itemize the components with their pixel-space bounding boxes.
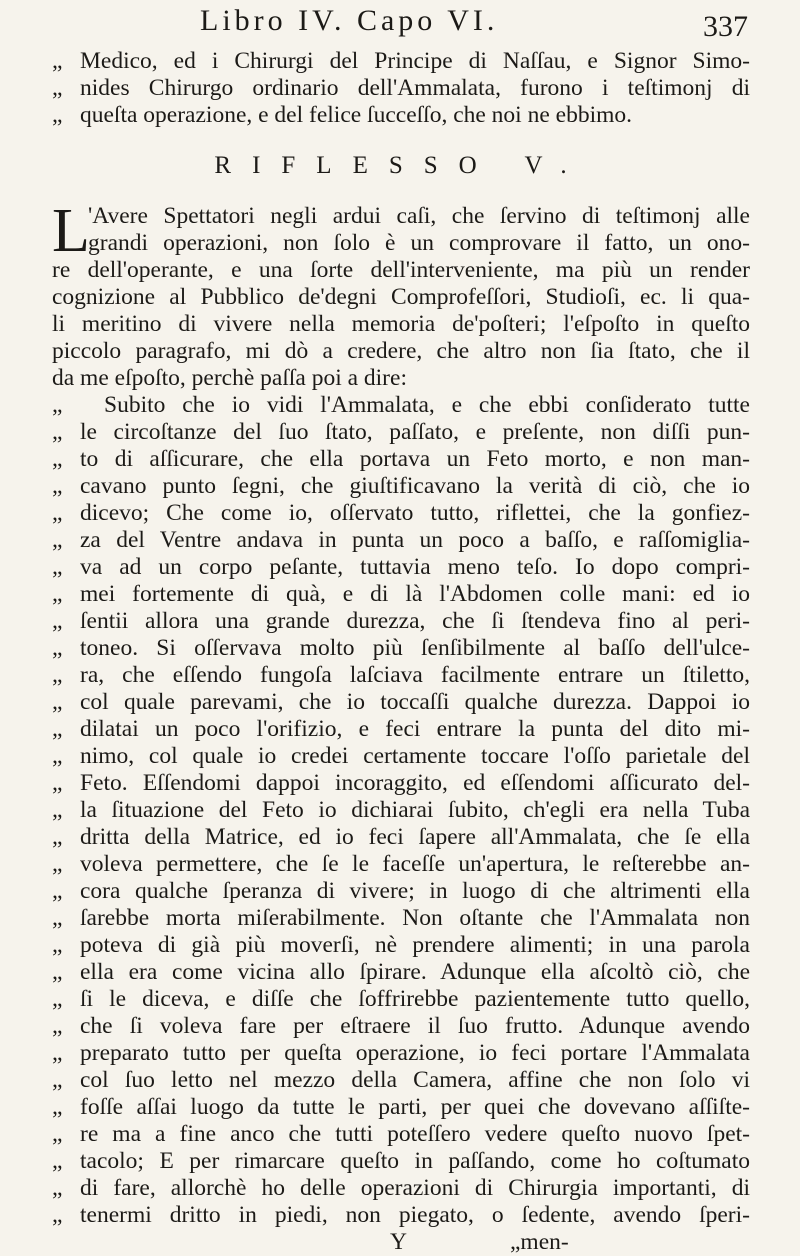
quote-line xyxy=(52,419,750,446)
intro-line xyxy=(52,75,750,102)
quote-line xyxy=(52,662,750,689)
quote-line xyxy=(52,716,750,743)
quote-line xyxy=(52,986,750,1013)
line-text: ra, che eſſendo fungoſa laſciava facilmente entrare un ſtiletto, xyxy=(80,662,750,688)
quote-mark: „ xyxy=(52,1094,63,1120)
riflesso-line xyxy=(52,365,750,392)
line-text: piccolo paragrafo, mi dò a credere, che altro non ſia ſtato, che il xyxy=(52,338,750,364)
line-text: ella era come vicina allo ſpirare. Adunque ella aſcoltò ciò, che xyxy=(80,959,750,985)
quote-mark: „ xyxy=(52,1040,63,1066)
riflesso-line xyxy=(52,230,750,257)
line-text: di fare, allorchè ho delle operazioni di Chirurgia importanti, di xyxy=(80,1175,750,1201)
quote-line xyxy=(52,527,750,554)
quote-line xyxy=(52,1094,750,1121)
line-text: re ma a fine anco che tutti poteſſero vedere queſto nuovo ſpet- xyxy=(80,1121,750,1147)
line-text: le circoſtanze del ſuo ſtato, paſſato, e preſente, non diſſi pun- xyxy=(80,419,750,445)
page-footer xyxy=(52,1229,750,1256)
quote-mark: „ xyxy=(52,1121,63,1147)
intro-line xyxy=(52,48,750,75)
line-text: mei fortemente di quà, e di là l'Abdomen colle mani: ed io xyxy=(80,581,750,607)
quote-line xyxy=(52,797,750,824)
riflesso-line xyxy=(52,311,750,338)
quote-line xyxy=(52,824,750,851)
line-text: va ad un corpo peſante, tuttavia meno teſo. Io dopo compri- xyxy=(80,554,750,580)
quote-mark: „ xyxy=(52,102,63,128)
intro-line xyxy=(52,102,750,129)
line-text: cavano punto ſegni, che giuſtificavano la verità di ciò, che io xyxy=(80,473,750,499)
line-text: li meritino di vivere nella memoria de'poſteri; l'eſpoſto in queſto xyxy=(52,311,750,337)
line-text: tenermi dritto in piedi, non piegato, o ſedente, avendo ſperi- xyxy=(80,1202,750,1228)
quote-line xyxy=(52,932,750,959)
line-text: to di aſſicurare, che ella portava un Feto morto, e non man- xyxy=(80,446,750,472)
quote-line xyxy=(52,581,750,608)
line-text: Feto. Eſſendomi dappoi incoraggito, ed eſſendomi aſſicurato del- xyxy=(80,770,750,796)
quote-line xyxy=(52,959,750,986)
line-text: ſentii allora una grande durezza, che ſi ſtendeva fino al peri- xyxy=(80,608,750,634)
quote-mark: „ xyxy=(52,500,63,526)
line-text: che ſi voleva fare per eſtraere il ſuo frutto. Adunque avendo xyxy=(80,1013,750,1039)
line-text: col quale parevami, che io toccaſſi qualche durezza. Dappoi io xyxy=(80,689,750,715)
line-text: preparato tutto per queſta operazione, io feci portare l'Ammalata xyxy=(80,1040,750,1066)
riflesso-paragraph xyxy=(52,197,750,392)
riflesso-line xyxy=(52,284,750,311)
line-text: ſi le diceva, e diſſe che ſoffrirebbe pazientemente tutto quello, xyxy=(80,986,750,1012)
text-block xyxy=(52,48,750,1256)
quote-mark: „ xyxy=(52,446,63,472)
quote-mark: „ xyxy=(52,581,63,607)
quote-line xyxy=(52,743,750,770)
quote-mark: „ xyxy=(52,905,63,931)
line-text: tacolo; E per rimarcare queſto in paſſando, come ho coſtumato xyxy=(80,1148,750,1174)
intro-paragraph xyxy=(52,48,750,129)
quote-mark: „ xyxy=(52,1013,63,1039)
quote-mark: „ xyxy=(52,932,63,958)
quote-mark: „ xyxy=(52,1148,63,1174)
quote-mark: „ xyxy=(52,1067,63,1093)
signature-mark: Y xyxy=(390,1229,407,1255)
line-text: dritta della Matrice, ed io feci ſapere all'Ammalata, che ſe ella xyxy=(80,824,750,850)
line-text: voleva permettere, che ſe le faceſſe un'apertura, le reſterebbe an- xyxy=(80,851,750,877)
quote-line xyxy=(52,635,750,662)
quote-line xyxy=(52,770,750,797)
quote-line xyxy=(52,446,750,473)
line-text: ſarebbe morta miſerabilmente. Non oſtante che l'Ammalata non xyxy=(80,905,750,931)
page-header xyxy=(0,2,800,42)
line-text: col ſuo letto nel mezzo della Camera, affine che non ſolo vi xyxy=(80,1067,750,1093)
quote-mark: „ xyxy=(52,1202,63,1228)
quote-line xyxy=(52,1013,750,1040)
quote-mark: „ xyxy=(52,48,63,74)
quote-mark: „ xyxy=(52,635,63,661)
quote-mark: „ xyxy=(52,689,63,715)
line-text: queſta operazione, e del felice ſucceſſo, che noi ne ebbimo. xyxy=(80,102,632,128)
riflesso-line xyxy=(52,257,750,284)
line-text: Subito che io vidi l'Ammalata, e che ebbi conſiderato tutte xyxy=(104,392,750,418)
line-text: cognizione al Pubblico de'degni Comprofeſſori, Studioſi, ec. li qua- xyxy=(52,284,750,310)
quote-line xyxy=(52,851,750,878)
riflesso-line xyxy=(52,203,750,230)
quote-mark: „ xyxy=(52,1175,63,1201)
quote-mark: „ xyxy=(52,959,63,985)
quote-line xyxy=(52,392,750,419)
riflesso-line xyxy=(52,338,750,365)
line-text: za del Ventre andava in punta un poco a baſſo, e raſſomiglia- xyxy=(80,527,750,553)
quote-line xyxy=(52,1040,750,1067)
quote-line xyxy=(52,608,750,635)
quote-mark: „ xyxy=(52,986,63,1012)
line-text: la ſituazione del Feto io dichiarai ſubito, ch'egli era nella Tuba xyxy=(80,797,750,823)
line-text: cora qualche ſperanza di vivere; in luogo di che altrimenti ella xyxy=(80,878,750,904)
page-number: 337 xyxy=(703,10,748,43)
quote-mark: „ xyxy=(52,75,63,101)
quote-line xyxy=(52,1121,750,1148)
line-text: da me eſpoſto, perchè paſſa poi a dire: xyxy=(52,365,407,391)
catchword: „men- xyxy=(510,1229,569,1255)
quoted-passage xyxy=(52,392,750,1229)
quote-mark: „ xyxy=(52,419,63,445)
drop-cap: L xyxy=(52,197,90,265)
quote-mark: „ xyxy=(52,743,63,769)
quote-line xyxy=(52,1202,750,1229)
quote-mark: „ xyxy=(52,554,63,580)
line-text: dilatai un poco l'orifizio, e feci entrare la punta del dito mi- xyxy=(80,716,750,742)
quote-line xyxy=(52,878,750,905)
quote-mark: „ xyxy=(52,608,63,634)
line-text: grandi operazioni, non ſolo è un comprovare il fatto, un ono- xyxy=(88,230,750,256)
line-text: nides Chirurgo ordinario dell'Ammalata, furono i teſtimonj di xyxy=(80,75,750,101)
line-text: toneo. Si oſſervava molto più ſenſibilmente al baſſo dell'ulce- xyxy=(80,635,750,661)
quote-line xyxy=(52,1175,750,1202)
quote-mark: „ xyxy=(52,878,63,904)
line-text: nimo, col quale io credei certamente toccare l'oſſo parietale del xyxy=(80,743,750,769)
line-text: dicevo; Che come io, oſſervato tutto, riflettei, che la gonfiez- xyxy=(80,500,750,526)
quote-line xyxy=(52,500,750,527)
quote-line xyxy=(52,905,750,932)
quote-mark: „ xyxy=(52,770,63,796)
quote-line xyxy=(52,689,750,716)
running-head: Libro IV. Capo VI. xyxy=(200,4,499,37)
riflesso-lines xyxy=(52,197,750,392)
quote-line xyxy=(52,473,750,500)
quote-mark: „ xyxy=(52,473,63,499)
quote-mark: „ xyxy=(52,824,63,850)
quote-mark: „ xyxy=(52,527,63,553)
line-text: foſſe aſſai luogo da tutte le parti, per quei che dovevano aſſiſte- xyxy=(80,1094,750,1120)
quote-mark: „ xyxy=(52,662,63,688)
line-text: 'Avere Spettatori negli ardui caſi, che ſervino di teſtimonj alle xyxy=(88,203,750,229)
quote-line xyxy=(52,554,750,581)
line-text: re dell'operante, e una ſorte dell'interveniente, ma più un render xyxy=(52,257,750,283)
line-text: Medico, ed i Chirurgi del Principe di Naſſau, e Signor Simo- xyxy=(80,48,750,74)
quote-mark: „ xyxy=(52,797,63,823)
line-text: poteva di già più moverſi, nè prendere alimenti; in una parola xyxy=(80,932,750,958)
quote-mark: „ xyxy=(52,392,63,418)
quote-mark: „ xyxy=(52,851,63,877)
quote-line xyxy=(52,1067,750,1094)
section-heading: RIFLESSO V. xyxy=(214,152,588,179)
quote-line xyxy=(52,1148,750,1175)
quote-mark: „ xyxy=(52,716,63,742)
